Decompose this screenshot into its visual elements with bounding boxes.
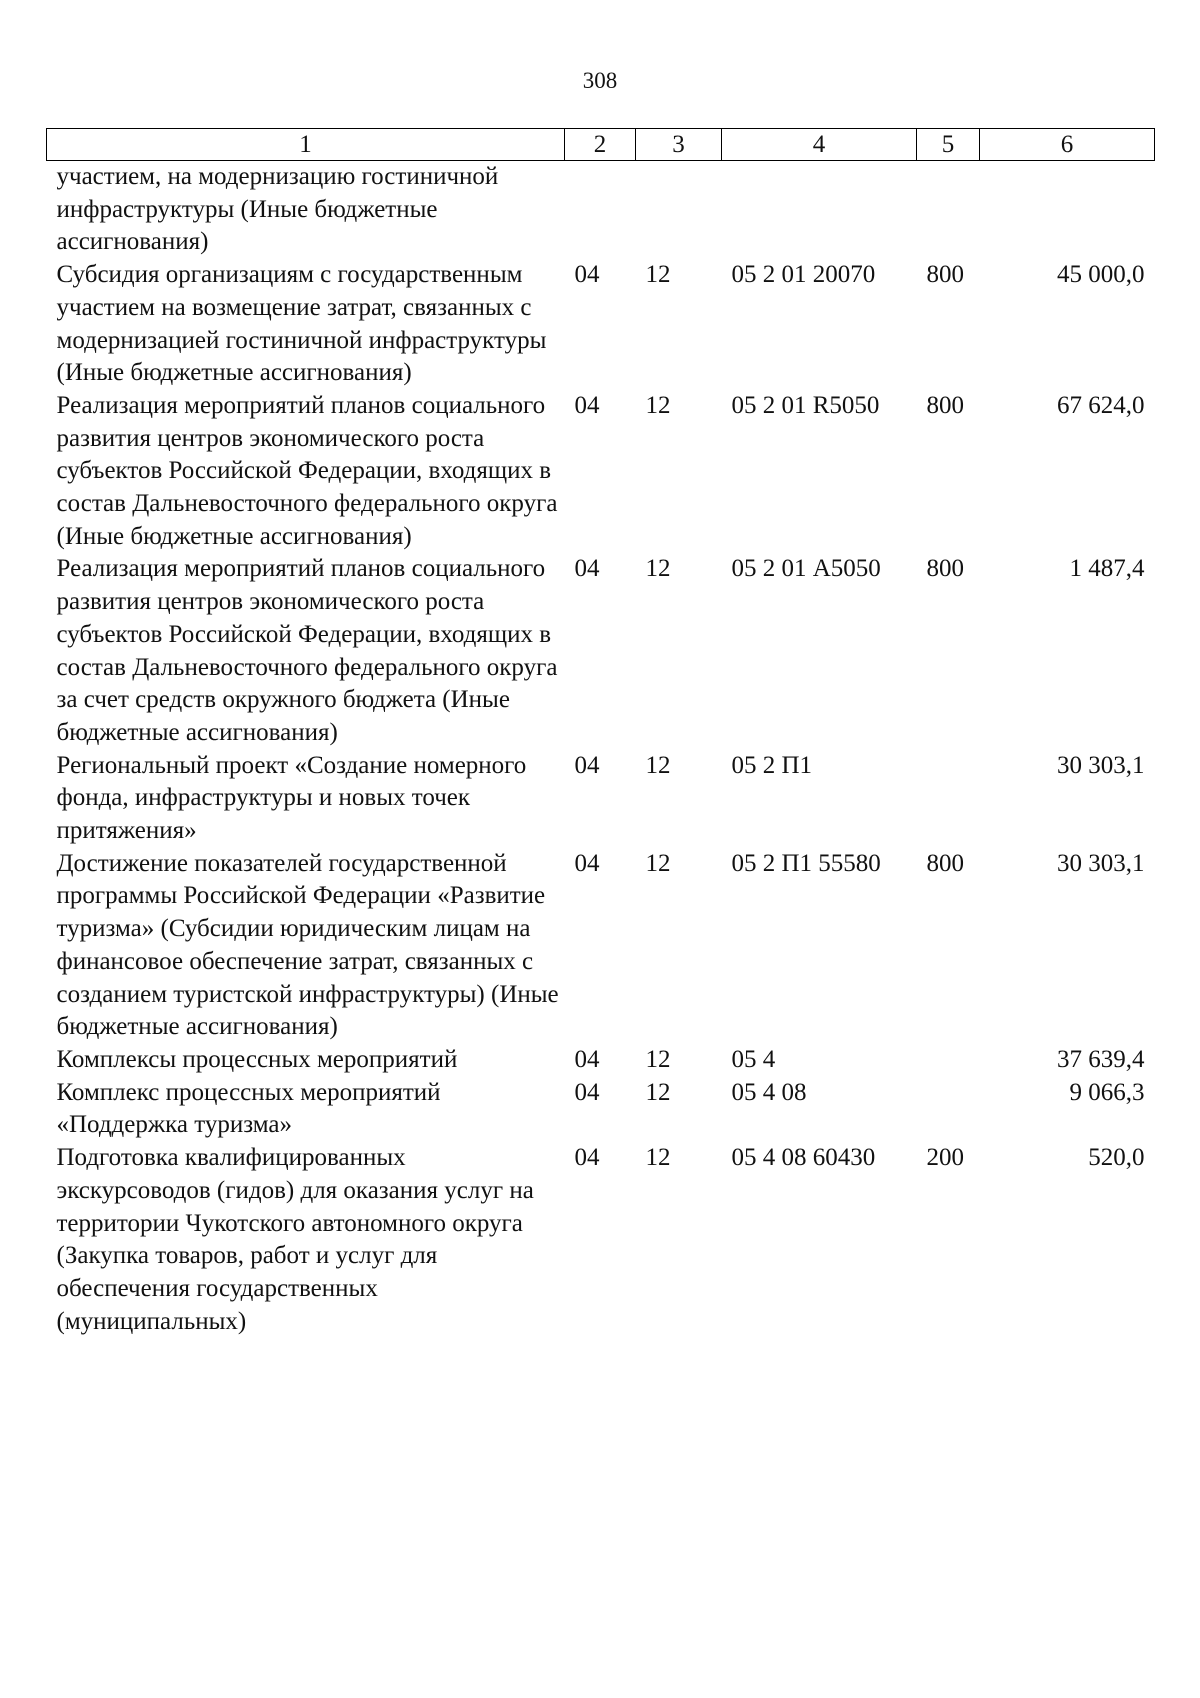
row-expense-type-cell: 800 <box>926 555 964 583</box>
row-subsection-cell: 12 <box>645 751 671 779</box>
table-row <box>47 848 1155 1044</box>
table-row <box>47 259 1155 390</box>
row-section-cell: 04 <box>574 849 600 877</box>
row-section-cell: 04 <box>574 1045 600 1073</box>
row-subsection-cell: 12 <box>645 1045 671 1073</box>
table-body <box>47 161 1155 1339</box>
row-target-article-cell: 05 4 08 60430 <box>731 1144 876 1172</box>
row-amount-cell: 520,0 <box>1088 1144 1145 1172</box>
row-amount-cell <box>980 161 1155 260</box>
row-target-article-cell: 05 4 08 <box>731 1078 807 1106</box>
row-name-cell: Реализация мероприятий планов социального развития центров экономического роста субъектов Российской Федерации, входящих в состав Дальневосточного федерального округа (Иные бюджетные ассигнования) <box>56 391 558 550</box>
row-subsection-cell <box>636 161 722 260</box>
table-row <box>47 750 1155 848</box>
row-expense-type-cell <box>917 1044 980 1077</box>
table-row <box>47 1077 1155 1142</box>
row-name-cell: Комплексы процессных мероприятий <box>56 1045 458 1073</box>
row-amount-cell: 9 066,3 <box>1069 1078 1145 1106</box>
table-row <box>47 1142 1155 1338</box>
row-expense-type-cell <box>917 1077 980 1142</box>
row-target-article-cell: 05 2 01 R5050 <box>731 391 880 419</box>
row-amount-cell: 37 639,4 <box>1057 1045 1145 1073</box>
row-section-cell: 04 <box>574 261 600 289</box>
row-name-cell: участием, на модернизацию гостиничной инфраструктуры (Иные бюджетные ассигнования) <box>56 163 499 256</box>
row-expense-type-cell: 800 <box>926 391 964 419</box>
header-col-4: 4 <box>722 129 917 161</box>
row-name-cell: Достижение показателей государственной программы Российской Федерации «Развитие туризма» (Субсидии юридическим лицам на финансовое обеспечение затрат, связанных с созданием туристской инфраструктуры) (Иные бюджетные ассигнования) <box>56 849 559 1041</box>
row-name-cell: Подготовка квалифицированных экскурсоводов (гидов) для оказания услуг на территории Чукотского автономного округа (Закупка товаров, работ и услуг для обеспечения государственных (муниципальных) <box>56 1144 534 1335</box>
row-section-cell: 04 <box>574 751 600 779</box>
row-section-cell: 04 <box>574 555 600 583</box>
header-col-2: 2 <box>565 129 636 161</box>
row-target-article-cell: 05 4 <box>731 1045 776 1073</box>
row-subsection-cell: 12 <box>645 261 671 289</box>
row-name-cell: Реализация мероприятий планов социального развития центров экономического роста субъектов Российской Федерации, входящих в состав Дальневосточного федерального округа за счет средств окружного бюджета (Иные бюджетные ассигнования) <box>56 555 558 746</box>
row-target-article-cell: 05 2 01 20070 <box>731 261 876 289</box>
header-col-6: 6 <box>980 129 1155 161</box>
row-expense-type-cell <box>917 750 980 848</box>
row-target-article-cell: 05 2 П1 55580 <box>731 849 881 877</box>
row-expense-type-cell: 800 <box>926 849 964 877</box>
table-row <box>47 161 1155 260</box>
row-section-cell: 04 <box>574 1144 600 1172</box>
page-number: 308 <box>582 68 618 93</box>
row-name-cell: Региональный проект «Создание номерного фонда, инфраструктуры и новых точек притяжения» <box>56 751 527 845</box>
row-expense-type-cell: 200 <box>926 1144 964 1172</box>
table-header <box>47 129 1155 161</box>
row-expense-type-cell <box>917 161 980 260</box>
header-col-5: 5 <box>917 129 980 161</box>
row-amount-cell: 30 303,1 <box>1057 849 1145 877</box>
row-subsection-cell: 12 <box>645 849 671 877</box>
row-expense-type-cell: 800 <box>926 261 964 289</box>
row-section-cell: 04 <box>574 1078 600 1106</box>
header-col-1: 1 <box>47 129 565 161</box>
table-row <box>47 390 1155 554</box>
row-target-article-cell: 05 2 П1 <box>731 751 813 779</box>
row-name-cell: Комплекс процессных мероприятий «Поддержка туризма» <box>56 1078 441 1139</box>
table-row <box>47 553 1155 749</box>
row-name-cell: Субсидия организациям с государственным участием на возмещение затрат, связанных с модернизацией гостиничной инфраструктуры (Иные бюджетные ассигнования) <box>56 261 547 387</box>
row-section-cell: 04 <box>574 391 600 419</box>
row-amount-cell: 30 303,1 <box>1057 751 1145 779</box>
budget-table <box>46 128 1155 1338</box>
header-col-3: 3 <box>636 129 722 161</box>
row-subsection-cell: 12 <box>645 391 671 419</box>
row-amount-cell: 45 000,0 <box>1057 261 1145 289</box>
row-section-cell <box>565 161 636 260</box>
table-row <box>47 1044 1155 1077</box>
row-target-article-cell: 05 2 01 А5050 <box>731 555 881 583</box>
row-amount-cell: 67 624,0 <box>1057 391 1145 419</box>
row-subsection-cell: 12 <box>645 555 671 583</box>
row-target-article-cell <box>722 161 917 260</box>
row-amount-cell: 1 487,4 <box>1069 555 1145 583</box>
row-subsection-cell: 12 <box>645 1144 671 1172</box>
row-subsection-cell: 12 <box>645 1078 671 1106</box>
